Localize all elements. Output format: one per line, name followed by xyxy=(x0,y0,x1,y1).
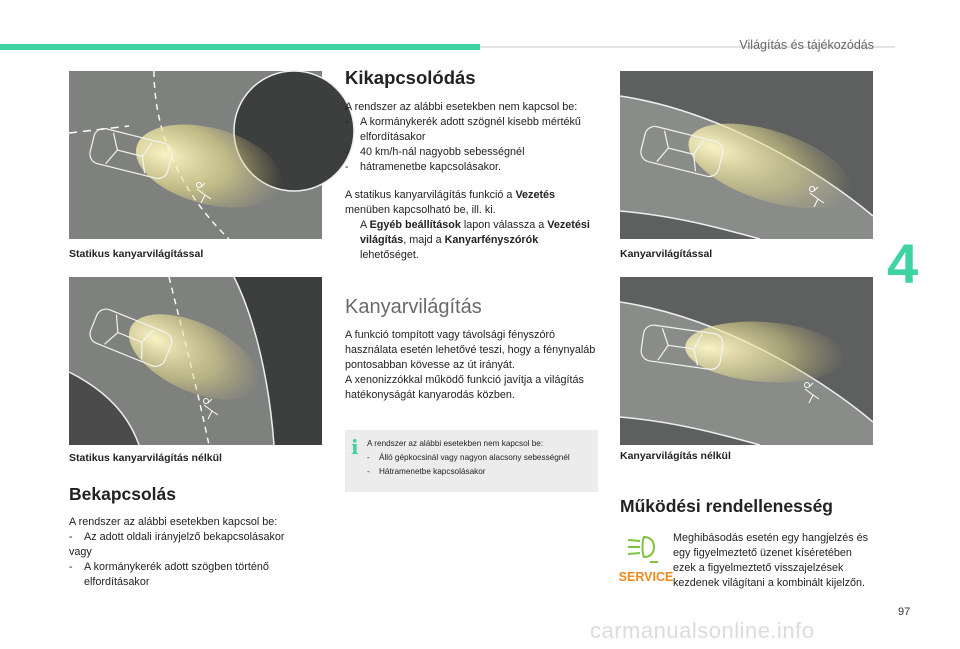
chapter-title: Világítás és tájékozódás xyxy=(739,38,874,52)
list-item xyxy=(367,451,595,465)
info-icon: i xyxy=(351,435,359,459)
figure-caption: Statikus kanyarvilágítással xyxy=(69,248,204,260)
list-item xyxy=(345,145,600,160)
list-item-text: A kormánykerék adott szögnél kisebb mértékű elfordításakor xyxy=(360,116,581,143)
watermark: carmanualsonline.info xyxy=(590,618,815,643)
service-warning-icon: SERVICE xyxy=(618,570,674,584)
list-item-text: Hátramenetbe kapcsolásakor xyxy=(379,467,486,476)
list-item-text: Álló gépkocsinál vagy nagyon alacsony sebességnél xyxy=(379,453,570,462)
dash: - xyxy=(69,561,73,573)
text-run: , majd a xyxy=(403,234,445,246)
dash: - xyxy=(345,146,349,158)
section-text-kikapcsolodas xyxy=(345,100,600,263)
dash: - xyxy=(345,161,349,173)
text-run: A statikus kanyarvilágítás funkció a xyxy=(345,189,516,201)
paragraph xyxy=(345,188,600,218)
figure-caption: Kanyarvilágítás nélkül xyxy=(620,450,731,462)
option-name: Kanyarfényszórók xyxy=(444,234,539,246)
dash: - xyxy=(367,453,370,462)
section-title-bekapcsolas: Bekapcsolás xyxy=(69,484,177,504)
chapter-number: 4 xyxy=(887,232,919,295)
instruction-step xyxy=(345,218,600,263)
paragraph: A funkció tompított vagy távolsági fényszóró használata esetén lehetővé teszi, hogy a fénynyaláb pontosabban kövesse az út irányát. xyxy=(345,329,596,371)
text-run: A xyxy=(360,219,370,231)
section-title-kanyarvilagitas: Kanyarvilágítás xyxy=(345,296,482,318)
list-item xyxy=(69,530,324,545)
list-item xyxy=(367,465,595,479)
figure-caption: Statikus kanyarvilágítás nélkül xyxy=(69,452,222,464)
list-item xyxy=(69,560,324,590)
list-item-text: A kormánykerék adott szögben történő elfordításakor xyxy=(84,561,269,588)
list-item xyxy=(345,115,600,145)
page-number: 97 xyxy=(898,606,911,618)
section-text-mukodesi: Meghibásodás esetén egy hangjelzés és egy figyelmeztető üzenet kíséretében ezek a figyelmeztető visszajelzések kezdenek világítani a kombinált kijelzőn. xyxy=(673,532,869,589)
figure-caption: Kanyarvilágítással xyxy=(620,248,713,260)
dash: - xyxy=(69,531,73,543)
info-note xyxy=(345,430,598,492)
section-text-kanyarvilagitas xyxy=(345,328,600,403)
section-title-mukodesi: Működési rendellenesség xyxy=(620,496,833,516)
option-name: Vezetési világítás xyxy=(360,219,590,246)
warning-lights xyxy=(618,535,674,585)
list-item-text: Az adott oldali irányjelző bekapcsolásakor xyxy=(84,531,285,543)
arrow-icon xyxy=(345,218,360,263)
figure-static-cornering-off xyxy=(69,277,322,445)
section-text-bekapcsolas xyxy=(69,515,324,590)
figure-static-cornering-on xyxy=(69,71,322,239)
instruction-text xyxy=(360,218,600,263)
paragraph: A rendszer az alábbi esetekben nem kapcsol be: xyxy=(367,439,544,448)
paragraph: A xenonizzókkal működő funkció javítja a világítás hatékonyságát kanyarodás közben. xyxy=(345,374,584,401)
paragraph: vagy xyxy=(69,546,92,558)
figure-cornering-off xyxy=(620,277,873,445)
list-item-text: hátramenetbe kapcsolásakor. xyxy=(360,161,502,173)
header-accent-bar xyxy=(0,44,480,50)
list-item-text: 40 km/h-nál nagyobb sebességnél xyxy=(360,146,525,158)
text-run: lehetőséget. xyxy=(360,249,419,261)
figure-cornering-on xyxy=(620,71,873,239)
cornering-light-warning-icon xyxy=(628,537,658,562)
list-item xyxy=(345,160,600,175)
menu-name: Vezetés xyxy=(515,189,556,201)
dash: - xyxy=(345,116,349,128)
info-note-text xyxy=(367,437,595,479)
section-title-kikapcsolodas: Kikapcsolódás xyxy=(345,67,476,88)
text-run: menüben kapcsolható be, ill. ki. xyxy=(345,204,496,216)
text-run: lapon válassza a xyxy=(460,219,548,231)
paragraph: A rendszer az alábbi esetekben kapcsol be: xyxy=(69,516,278,528)
tab-name: Egyéb beállítások xyxy=(369,219,461,231)
dash: - xyxy=(367,467,370,476)
paragraph: A rendszer az alábbi esetekben nem kapcsol be: xyxy=(345,101,578,113)
